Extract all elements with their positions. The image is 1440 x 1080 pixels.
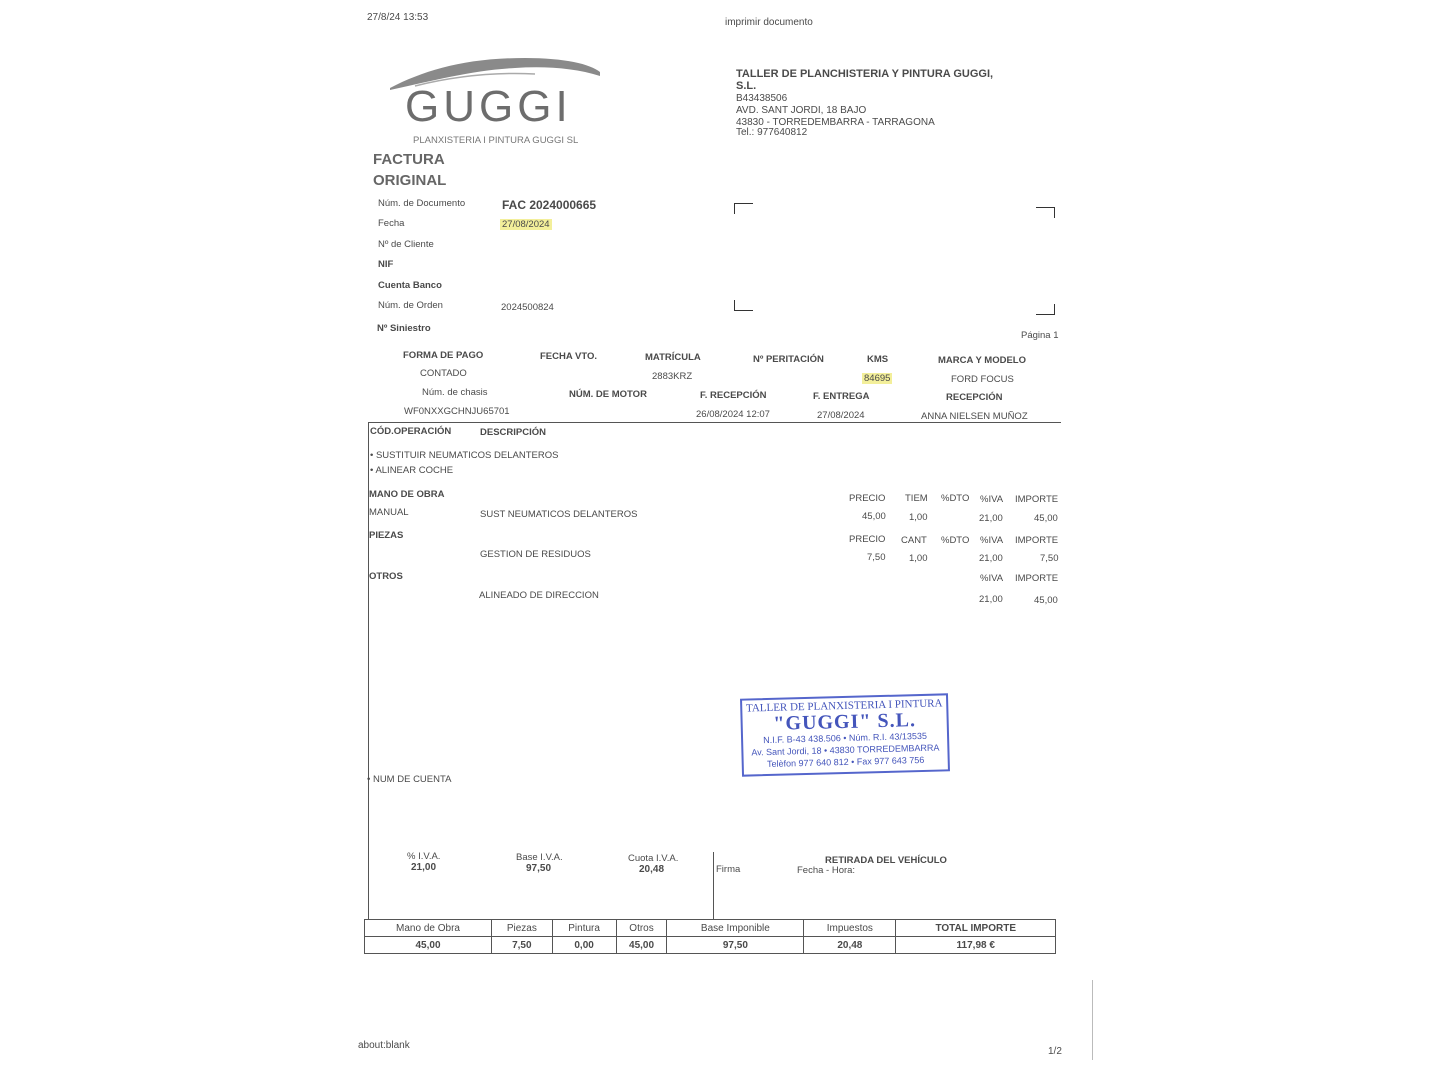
totals-header-row xyxy=(365,920,1056,937)
total-header-pintura: Pintura xyxy=(552,920,616,937)
pz-importe: 7,50 xyxy=(1040,553,1059,564)
total-otros: 45,00 xyxy=(616,937,667,954)
fecha-vto-label: FECHA VTO. xyxy=(540,351,598,362)
window-corner-tr xyxy=(1036,207,1055,218)
fecha-hora-label: Fecha - Hora: xyxy=(797,865,856,876)
company-name-1: TALLER DE PLANCHISTERIA Y PINTURA GUGGI, xyxy=(736,68,994,80)
num-orden-value: 2024500824 xyxy=(501,302,554,313)
iva-base-value: 97,50 xyxy=(526,863,552,874)
ot-desc: ALINEADO DE DIRECCION xyxy=(479,590,599,601)
window-corner-br xyxy=(1036,304,1055,315)
recepcion-value: ANNA NIELSEN MUÑOZ xyxy=(921,411,1028,422)
operation-item: • SUSTITUIR NEUMATICOS DELANTEROS xyxy=(370,450,559,461)
window-corner-tl xyxy=(734,203,753,214)
body-top-rule xyxy=(369,422,1061,423)
logo-wordmark: GUGGI xyxy=(405,82,572,131)
company-city: 43830 - TORREDEMBARRA - TARRAGONA xyxy=(736,117,935,128)
mo-importe: 45,00 xyxy=(1034,513,1058,524)
company-address: AVD. SANT JORDI, 18 BAJO xyxy=(736,105,867,116)
doc-title-2: ORIGINAL xyxy=(373,172,447,189)
total-header-total: TOTAL IMPORTE xyxy=(896,920,1056,937)
print-page-count: 1/2 xyxy=(1048,1046,1062,1057)
piezas-section: PIEZAS xyxy=(369,530,404,541)
chasis-value: WF0NXXGCHNJU65701 xyxy=(404,406,510,417)
num-documento-label: Núm. de Documento xyxy=(378,198,466,209)
mo-iva: 21,00 xyxy=(979,513,1003,524)
mo-type: MANUAL xyxy=(369,507,409,518)
total-importe: 117,98 € xyxy=(896,937,1056,954)
total-base: 97,50 xyxy=(667,937,804,954)
pz-iva: 21,00 xyxy=(979,553,1003,564)
num-documento-value: FAC 2024000665 xyxy=(502,198,597,212)
page-label: Página 1 xyxy=(1021,330,1059,341)
stamp-line-2: "GUGGI" S.L. xyxy=(773,709,917,735)
descripcion-label: DESCRIPCIÓN xyxy=(480,427,546,438)
window-corner-bl xyxy=(734,300,753,311)
print-title: imprimir documento xyxy=(725,17,813,28)
stamp-line-1: TALLER DE PLANXISTERIA I PINTURA xyxy=(745,697,943,715)
cuenta-banco-label: Cuenta Banco xyxy=(378,280,442,291)
mo-header-tiem: TIEM xyxy=(905,493,928,504)
mo-desc: SUST NEUMATICOS DELANTEROS xyxy=(480,509,638,520)
doc-title-1: FACTURA xyxy=(373,151,445,168)
iva-pct-label: % I.V.A. xyxy=(407,851,441,862)
iva-cuota-label: Cuota I.V.A. xyxy=(628,853,679,864)
entrega-value: 27/08/2024 xyxy=(817,410,865,421)
stamp-line-4: Av. Sant Jordi, 18 • 43830 TORREDEMBARRA xyxy=(751,742,940,758)
chasis-label: Núm. de chasis xyxy=(422,387,488,398)
cod-operacion-label: CÓD.OPERACIÓN xyxy=(370,426,452,437)
total-header-impuestos: Impuestos xyxy=(804,920,896,937)
mo-header-iva: %IVA xyxy=(980,494,1004,505)
firma-divider xyxy=(713,852,714,919)
total-header-base: Base Imponible xyxy=(667,920,804,937)
recepcion-f-value: 26/08/2024 12:07 xyxy=(696,409,770,420)
marca-label: MARCA Y MODELO xyxy=(938,355,1026,366)
peritacion-label: Nº PERITACIÓN xyxy=(753,354,824,365)
forma-pago-label: FORMA DE PAGO xyxy=(403,350,484,361)
nif-label: NIF xyxy=(378,259,394,270)
entrega-label: F. ENTREGA xyxy=(813,391,870,402)
kms-label: KMS xyxy=(867,354,889,365)
pz-header-iva: %IVA xyxy=(980,535,1004,546)
pz-header-importe: IMPORTE xyxy=(1015,535,1059,546)
stamp-line-5: Telèfon 977 640 812 • Fax 977 643 756 xyxy=(766,754,925,770)
company-logo xyxy=(385,50,605,150)
forma-pago-value: CONTADO xyxy=(420,368,467,379)
total-piezas: 7,50 xyxy=(492,937,553,954)
fecha-label: Fecha xyxy=(378,218,405,229)
print-datetime: 27/8/24 13:53 xyxy=(367,12,429,23)
total-header-mano-obra: Mano de Obra xyxy=(365,920,492,937)
totals-value-row xyxy=(365,937,1056,954)
company-name-2: S.L. xyxy=(736,80,757,92)
iva-cuota-value: 20,48 xyxy=(639,864,665,875)
matricula-value: 2883KRZ xyxy=(652,371,693,382)
retirada-label: RETIRADA DEL VEHÍCULO xyxy=(825,855,947,866)
company-cif: B43438506 xyxy=(736,93,788,104)
total-mano-obra: 45,00 xyxy=(365,937,492,954)
matricula-label: MATRÍCULA xyxy=(645,352,701,363)
pz-cant: 1,00 xyxy=(909,553,928,564)
mo-tiem: 1,00 xyxy=(909,512,928,523)
print-url: about:blank xyxy=(358,1040,410,1051)
motor-label: NÚM. DE MOTOR xyxy=(569,389,647,400)
pz-precio: 7,50 xyxy=(867,552,886,563)
total-header-piezas: Piezas xyxy=(492,920,553,937)
total-header-otros: Otros xyxy=(616,920,667,937)
total-impuestos: 20,48 xyxy=(804,937,896,954)
mo-header-dto: %DTO xyxy=(941,493,970,504)
marca-value: FORD FOCUS xyxy=(951,374,1014,385)
recepcion-f-label: F. RECEPCIÓN xyxy=(700,390,767,401)
mo-precio: 45,00 xyxy=(862,511,886,522)
stamp-line-3: N.I.F. B-43 438.506 • Núm. R.I. 43/13535 xyxy=(763,730,928,746)
ot-header-importe: IMPORTE xyxy=(1015,573,1059,584)
otros-section: OTROS xyxy=(369,571,403,582)
company-stamp xyxy=(740,693,950,776)
totals-table xyxy=(364,919,1056,954)
kms-value: 84695 xyxy=(864,373,891,384)
num-cliente-label: Nº de Cliente xyxy=(378,239,434,250)
recepcion-label: RECEPCIÓN xyxy=(946,392,1003,403)
num-siniestro-label: Nº Siniestro xyxy=(377,323,431,334)
fecha-value: 27/08/2024 xyxy=(502,219,550,230)
mano-obra-section: MANO DE OBRA xyxy=(369,489,445,500)
pz-desc: GESTION DE RESIDUOS xyxy=(480,549,591,560)
ot-header-iva: %IVA xyxy=(980,573,1004,584)
ot-importe: 45,00 xyxy=(1034,595,1058,606)
company-phone: Tel.: 977640812 xyxy=(736,127,808,138)
scan-edge xyxy=(1092,980,1093,1060)
iva-pct-value: 21,00 xyxy=(411,862,437,873)
firma-label: Firma xyxy=(716,864,741,875)
iva-base-label: Base I.V.A. xyxy=(516,852,563,863)
ot-iva: 21,00 xyxy=(979,594,1003,605)
operation-item: • ALINEAR COCHE xyxy=(370,465,454,476)
mo-header-importe: IMPORTE xyxy=(1015,494,1059,505)
total-pintura: 0,00 xyxy=(552,937,616,954)
pz-header-precio: PRECIO xyxy=(849,534,886,545)
num-orden-label: Núm. de Orden xyxy=(378,300,443,311)
num-cuenta-label: • NUM DE CUENTA xyxy=(367,774,452,785)
logo-tagline: PLANXISTERIA I PINTURA GUGGI SL xyxy=(413,135,579,146)
pz-header-dto: %DTO xyxy=(941,535,970,546)
mo-header-precio: PRECIO xyxy=(849,493,886,504)
pz-header-cant: CANT xyxy=(901,535,927,546)
